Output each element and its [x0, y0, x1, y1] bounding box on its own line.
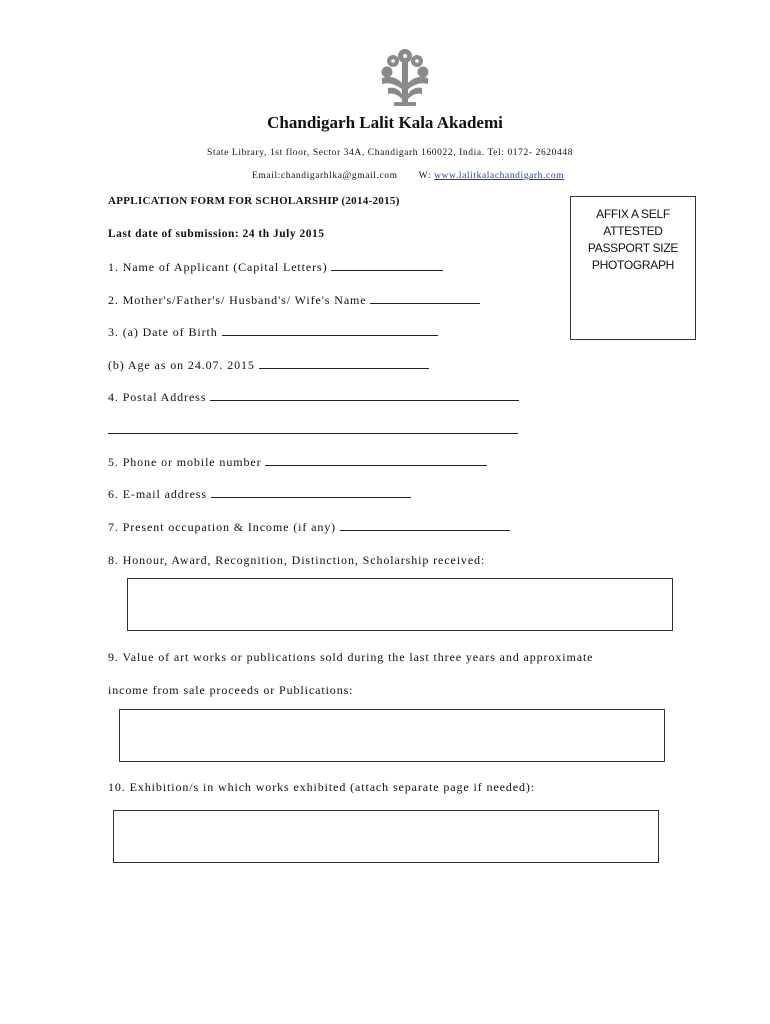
photo-box-line: PHOTOGRAPH — [591, 258, 675, 272]
website-link[interactable]: www.lalitkalachandigarh.com — [434, 171, 565, 181]
address-input-line-2[interactable] — [108, 423, 518, 434]
sales-text-box[interactable] — [119, 709, 665, 762]
address-line: State Library, 1st floor, Sector 34A, Chandigarh 160022, India. Tel: 0172- 2620448 — [206, 148, 574, 158]
akademi-logo-icon — [376, 48, 434, 110]
email-text: Email:chandigarhlka@gmail.com — [252, 171, 398, 181]
field-honours-label: 8. Honour, Award, Recognition, Distinction, Scholarship received: — [108, 553, 486, 567]
parent-name-input-line[interactable] — [370, 293, 480, 304]
photo-box-line: PASSPORT SIZE — [587, 241, 679, 255]
occupation-input-line[interactable] — [340, 520, 510, 531]
field-address-continued-row — [108, 423, 518, 438]
field-label: 3. (a) Date of Birth — [108, 325, 218, 339]
field-label: 6. E-mail address — [108, 487, 207, 501]
website-prefix: W: — [418, 171, 432, 181]
field-label: 7. Present occupation & Income (if any) — [108, 520, 337, 534]
field-exhibitions-label: 10. Exhibition/s in which works exhibited (attach separate page if needed): — [108, 780, 536, 794]
form-heading: APPLICATION FORM FOR SCHOLARSHIP (2014-2015) — [108, 195, 400, 207]
contact-line — [252, 171, 564, 181]
honours-text-box[interactable] — [127, 578, 673, 631]
field-name-row — [108, 260, 443, 275]
address-input-line[interactable] — [210, 390, 519, 401]
name-input-line[interactable] — [331, 260, 443, 271]
field-parent-name-row — [108, 293, 480, 308]
field-dob-row — [108, 325, 438, 340]
email-input-line[interactable] — [211, 487, 411, 498]
dob-input-line[interactable] — [222, 325, 438, 336]
photo-placeholder-box — [570, 196, 696, 340]
phone-input-line[interactable] — [265, 455, 487, 466]
last-date-notice: Last date of submission: 24 th July 2015 — [108, 228, 325, 240]
photo-box-line: AFFIX A SELF — [596, 207, 670, 221]
field-occupation-row — [108, 520, 510, 535]
age-input-line[interactable] — [259, 358, 429, 369]
organization-title: Chandigarh Lalit Kala Akademi — [267, 113, 503, 132]
field-email-row — [108, 487, 411, 502]
field-sales-label-line1: 9. Value of art works or publications sold during the last three years and approximate — [108, 650, 594, 664]
field-label: 5. Phone or mobile number — [108, 455, 262, 469]
field-age-row — [108, 358, 429, 373]
field-label: (b) Age as on 24.07. 2015 — [108, 358, 255, 372]
field-label: 4. Postal Address — [108, 390, 207, 404]
exhibitions-text-box[interactable] — [113, 810, 659, 863]
field-label: 2. Mother's/Father's/ Husband's/ Wife's Name — [108, 293, 367, 307]
field-phone-row — [108, 455, 487, 470]
field-address-row — [108, 390, 519, 405]
field-sales-label-line2: income from sale proceeds or Publications: — [108, 683, 354, 697]
field-label: 1. Name of Applicant (Capital Letters) — [108, 260, 328, 274]
photo-box-line: ATTESTED — [603, 224, 663, 238]
